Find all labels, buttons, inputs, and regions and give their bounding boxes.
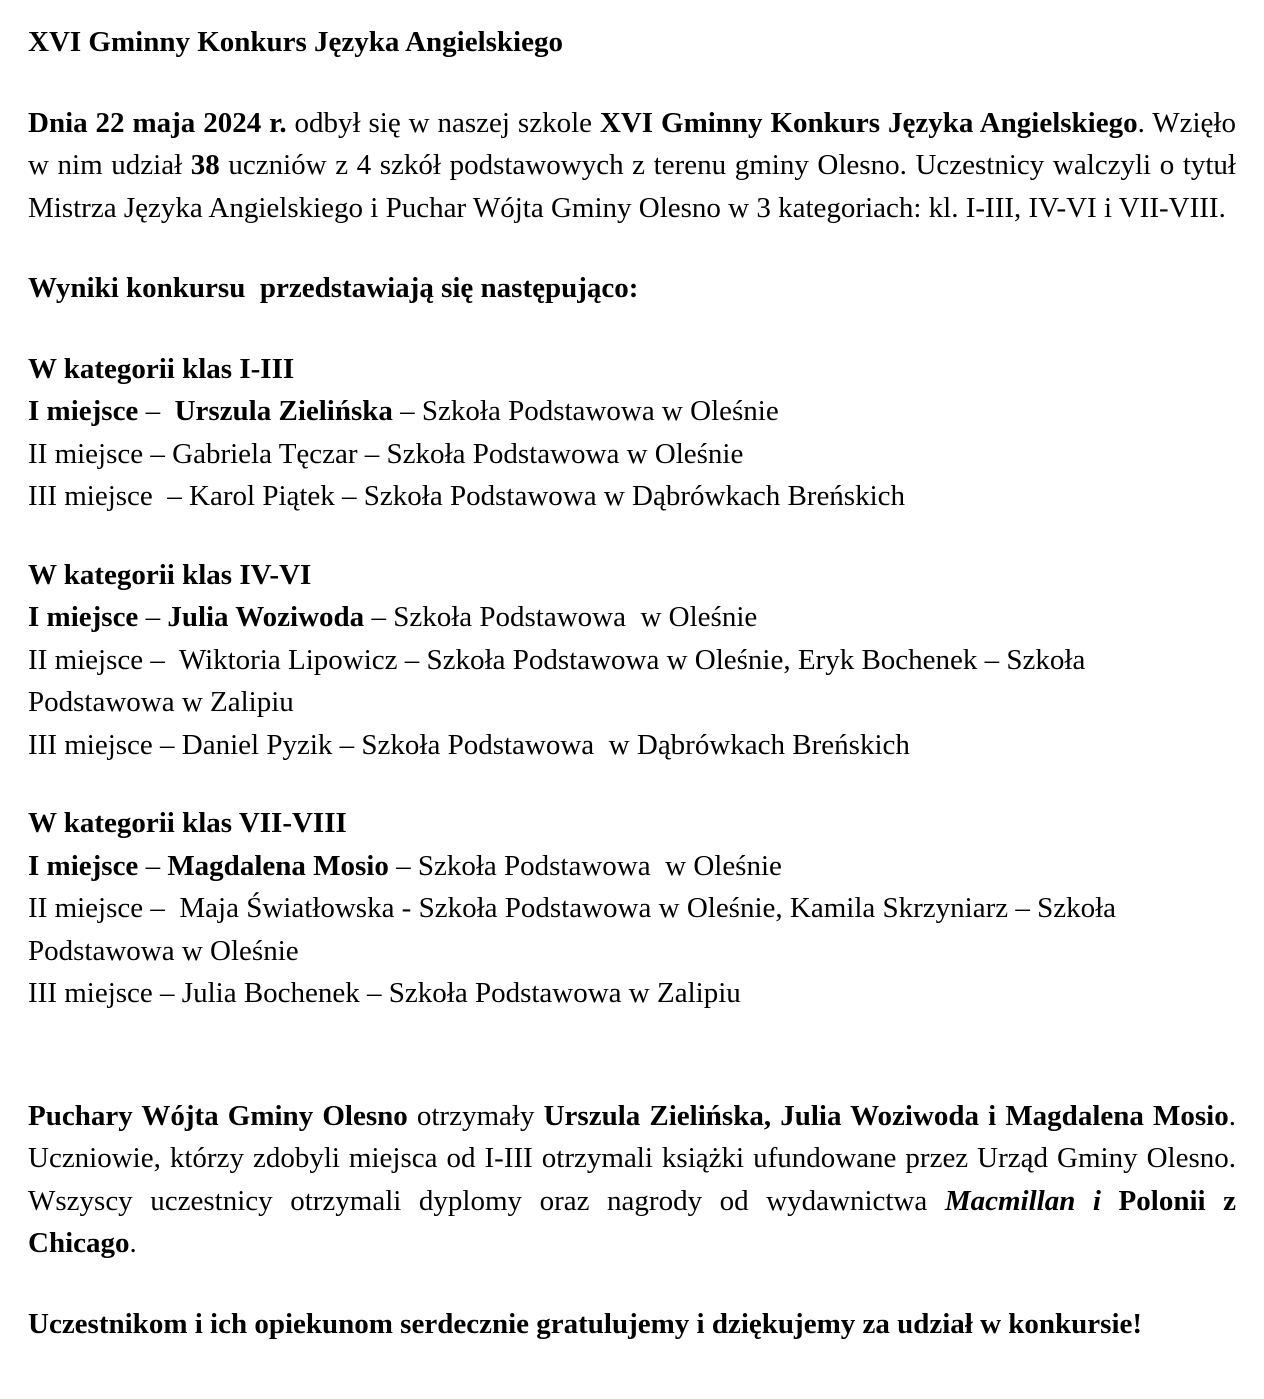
third-place-line: III miejsce – Julia Bochenek – Szkoła Podstawowa w Zalipiu [28,977,741,1009]
results-heading [28,267,1236,310]
first-place-winner: Magdalena Mosio [167,849,389,882]
first-place-line [28,845,1236,888]
closing-text-1: otrzymały [407,1099,544,1132]
thanks-text: Uczestnikom i ich opiekunom serdecznie gratulujemy i dziękujemy za udział w konkursie! [28,1307,1143,1340]
category-heading-text: W kategorii klas I-III [28,352,295,385]
first-place-label: I miejsce [28,849,139,882]
publisher-name: Macmillan i [944,1184,1101,1217]
first-place-winner: Urszula Zielińska [174,395,393,427]
intro-text-2: . Wzięło w nim udział [28,106,1236,181]
first-place-school: – Szkoła Podstawowa w Oleśnie [392,395,779,427]
first-place-school: – Szkoła Podstawowa w Oleśnie [364,601,758,633]
first-place-school: – Szkoła Podstawowa w Oleśnie [388,849,782,882]
participant-count: 38 [190,149,220,181]
category-heading [28,802,1236,845]
third-place-line: III miejsce – Karol Piątek – Szkoła Podstawowa w Dąbrówkach Breńskich [28,480,906,512]
first-place-label: I miejsce [28,601,139,633]
category-heading-text: W kategorii klas IV-VI [28,558,312,591]
cup-winners: Urszula Zielińska, Julia Woziwoda i Magdalena Mosio [543,1099,1229,1132]
first-place-line [28,596,1236,639]
category-heading [28,554,1236,597]
contest-name: XVI Gminny Konkurs Języka Angielskiego [599,106,1138,139]
closing-text-2: . Uczniowie, którzy zdobyli miejsca od I-III otrzymali książki ufundowane przez Urząd Gminy Olesno. Wszyscy uczestnicy otrzymali dyplomy oraz nagrody od wydawnictwa [28,1099,1236,1217]
intro-text-1: odbył się w naszej szkole [286,106,600,139]
document-title [28,21,1236,64]
second-place-line: II miejsce – Gabriela Tęczar – Szkoła Podstawowa w Oleśnie [28,437,744,470]
thanks-line [28,1303,1236,1346]
results-heading-text: Wyniki konkursu przedstawiają się następująco: [28,272,639,304]
category-block-7-8 [28,802,1236,1015]
second-place-line: II miejsce – Wiktoria Lipowicz – Szkoła Podstawowa w Oleśnie, Eryk Bochenek – Szkoła Podstawowa w Zalipiu [28,643,1093,718]
first-place-line [28,390,1236,433]
polonia-name: Polonii z Chicago [28,1184,1236,1259]
first-place-winner: Julia Woziwoda [167,601,365,633]
first-place-label: I miejsce [28,395,139,427]
category-heading [28,348,1236,391]
first-place-separator: – [138,395,175,427]
contest-date: Dnia 22 maja 2024 r. [28,106,287,139]
cups-title: Puchary Wójta Gminy Olesno [28,1099,408,1132]
closing-text-4: . [129,1227,137,1259]
title-text: XVI Gminny Konkurs Języka Angielskiego [28,26,563,58]
third-place-line: III miejsce – Daniel Pyzik – Szkoła Podstawowa w Dąbrówkach Breńskich [28,728,910,761]
closing-paragraph [28,1095,1236,1265]
first-place-separator: – [138,849,168,882]
category-heading-text: W kategorii klas VII-VIII [28,807,347,839]
intro-text-3: uczniów z 4 szkół podstawowych z terenu gminy Olesno. Uczestnicy walczyli o tytuł Mistrza Języka Angielskiego i Puchar Wójta Gminy Olesno w 3 kategoriach: kl. I-III, IV-VI i VII-VIII. [28,149,1236,224]
category-block-1-3 [28,348,1236,518]
intro-paragraph [28,102,1236,230]
category-block-4-6 [28,554,1236,767]
document-page [28,21,1236,1345]
second-place-line: II miejsce – Maja Światłowska - Szkoła Podstawowa w Oleśnie, Kamila Skrzyniarz – Szkoła Podstawowa w Oleśnie [28,892,1124,967]
closing-text-3 [1101,1185,1119,1217]
first-place-separator: – [138,601,168,633]
